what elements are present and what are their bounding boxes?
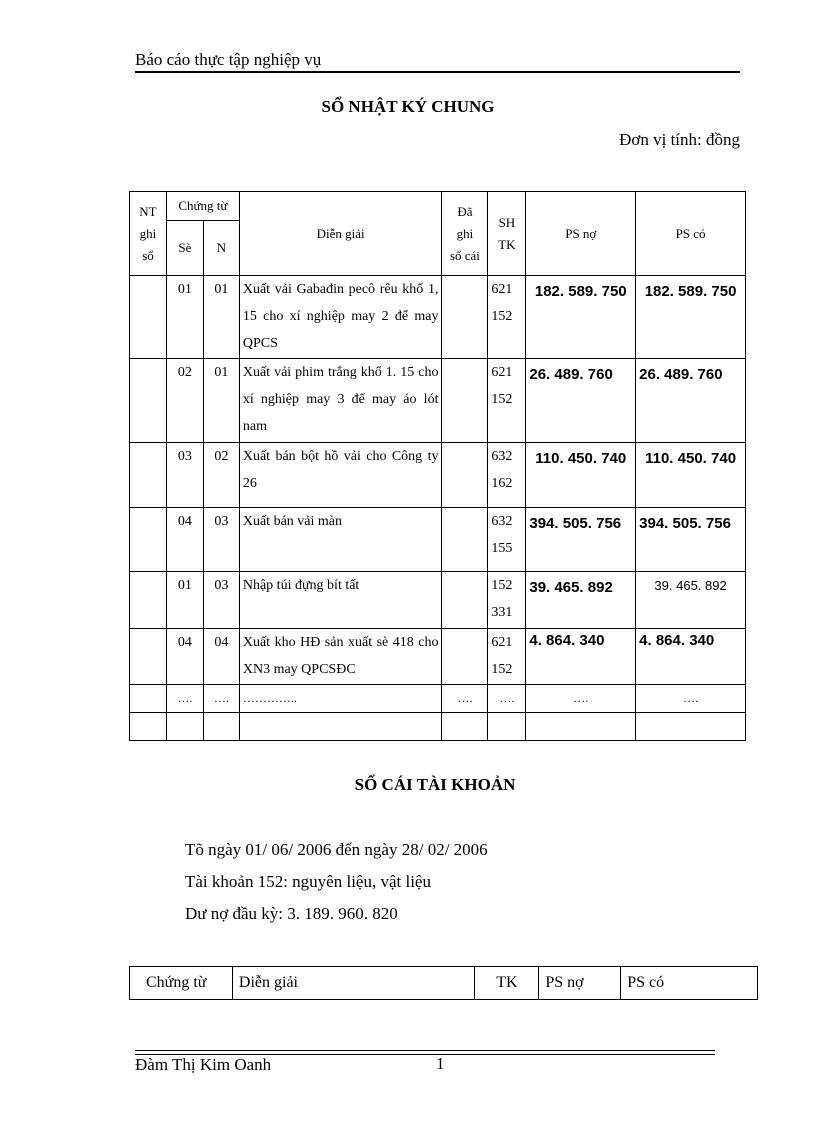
cell-ps-no: 26. 489. 760	[526, 359, 636, 443]
cell-da-ghi	[442, 508, 488, 572]
header-tk-line: TK	[498, 236, 516, 252]
cell-n: ….	[203, 685, 239, 713]
cell-desc: Xuất kho HĐ sản xuất sè 418 cho XN3 may QPCSĐC	[239, 629, 442, 685]
cell-ps-no: 4. 864. 340	[526, 629, 636, 685]
cell-da-ghi	[442, 629, 488, 685]
cell-empty	[526, 713, 636, 741]
cell-da-ghi	[442, 359, 488, 443]
cell-desc: Xuất bán vải màn	[239, 508, 442, 572]
cell-ps-co: 26. 489. 760	[636, 359, 746, 443]
cell-empty	[166, 713, 203, 741]
ledger-header-ps-no: PS nợ	[539, 967, 621, 1000]
footer-rule	[135, 1050, 715, 1051]
table-row	[130, 359, 746, 443]
cell-se: 02	[166, 359, 203, 443]
tk-debit: 621	[491, 282, 513, 297]
cell-da-ghi	[442, 443, 488, 508]
ledger-title: SỔ CÁI TÀI KHOẢN	[354, 775, 516, 794]
cell-desc: Xuất bán bột hồ vải cho Công ty 26	[239, 443, 442, 508]
cell-se: 04	[166, 629, 203, 685]
cell-n: 01	[203, 276, 239, 359]
header-nt-ghi-so	[130, 192, 167, 276]
cell-desc: Xuất vải Gabađin pecô rêu khổ 1, 15 cho xí nghiệp may 2 để may QPCS	[239, 276, 442, 359]
tk-credit: 152	[491, 662, 513, 677]
cell-empty	[636, 713, 746, 741]
header-so-line: sổ	[142, 247, 154, 263]
ledger-table	[129, 966, 758, 1000]
cell-se: 01	[166, 276, 203, 359]
tk-credit: 162	[491, 476, 513, 491]
ledger-header-chung-tu: Chứng từ	[130, 967, 233, 1000]
cell-desc: …………..	[239, 685, 442, 713]
journal-table	[129, 191, 746, 741]
cell-nt	[130, 685, 167, 713]
cell-se: 04	[166, 508, 203, 572]
table-row-ellipsis	[130, 685, 746, 713]
cell-ps-co: 39. 465. 892	[636, 572, 746, 629]
header-dien-giai: Diễn giải	[239, 192, 442, 276]
tk-debit: 621	[491, 365, 513, 380]
cell-n: 04	[203, 629, 239, 685]
cell-da-ghi	[442, 572, 488, 629]
tk-debit: 632	[491, 449, 513, 464]
table-row	[130, 276, 746, 359]
header-nt-line: NT	[139, 203, 157, 219]
cell-se: ….	[166, 685, 203, 713]
tk-debit: 152	[491, 578, 513, 593]
tk-credit: 155	[491, 541, 513, 556]
cell-ps-no: 39. 465. 892	[526, 572, 636, 629]
cell-empty	[203, 713, 239, 741]
table-row	[130, 572, 746, 629]
header-ghi-line: ghi	[139, 225, 157, 241]
table-row	[130, 443, 746, 508]
cell-n: 02	[203, 443, 239, 508]
tk-debit: 632	[491, 514, 513, 529]
unit-label: Đơn vị tính: đồng	[619, 130, 740, 149]
cell-ps-co: 4. 864. 340	[636, 629, 746, 685]
cell-ps-no: 394. 505. 756	[526, 508, 636, 572]
ledger-header-tk: TK	[475, 967, 539, 1000]
cell-se: 01	[166, 572, 203, 629]
cell-nt	[130, 359, 167, 443]
tk-credit: 152	[491, 392, 513, 407]
cell-ps-co: 182. 589. 750	[636, 276, 746, 359]
cell-empty	[488, 713, 526, 741]
tk-debit: 621	[491, 635, 513, 650]
cell-n: 01	[203, 359, 239, 443]
ledger-header-row	[130, 967, 758, 1000]
cell-n: 03	[203, 572, 239, 629]
cell-tk	[488, 629, 526, 685]
cell-da-ghi: ….	[442, 685, 488, 713]
header-ghi2-line: ghi	[456, 225, 474, 241]
cell-nt	[130, 443, 167, 508]
cell-desc: Xuất vải phim trắng khổ 1. 15 cho xí nghiệp may 3 để may áo lót nam	[239, 359, 442, 443]
header-title: Báo cáo thực tập nghiệp vụ	[135, 50, 322, 69]
header-se: Sè	[166, 221, 203, 276]
table-row	[130, 508, 746, 572]
ledger-account: Tài khoản 152: nguyên liệu, vật liệu	[185, 872, 431, 891]
cell-ps-no: 110. 450. 740	[526, 443, 636, 508]
cell-empty	[239, 713, 442, 741]
cell-ps-co: ….	[636, 685, 746, 713]
header-ps-co: PS có	[636, 192, 746, 276]
cell-tk	[488, 572, 526, 629]
cell-empty	[442, 713, 488, 741]
header-ps-no: PS nợ	[526, 192, 636, 276]
cell-nt	[130, 508, 167, 572]
header-da-line: Đã	[457, 203, 473, 219]
cell-da-ghi	[442, 276, 488, 359]
page-number: 1	[436, 1054, 445, 1073]
header-sh-line: SH	[498, 214, 516, 230]
journal-title: SỔ NHẬT KÝ CHUNG	[321, 97, 495, 116]
cell-tk	[488, 276, 526, 359]
cell-n: 03	[203, 508, 239, 572]
tk-credit: 152	[491, 309, 513, 324]
cell-desc: Nhập túi đựng bít tất	[239, 572, 442, 629]
cell-ps-no: 182. 589. 750	[526, 276, 636, 359]
table-row-empty	[130, 713, 746, 741]
cell-nt	[130, 276, 167, 359]
cell-ps-co: 394. 505. 756	[636, 508, 746, 572]
header-socai-line: sổ cái	[449, 247, 480, 263]
ledger-header-ps-co: PS có	[621, 967, 758, 1000]
cell-nt	[130, 629, 167, 685]
cell-tk: ….	[488, 685, 526, 713]
ledger-header-dien-giai: Diễn giải	[232, 967, 475, 1000]
header-da-ghi	[442, 192, 488, 276]
cell-nt	[130, 572, 167, 629]
cell-empty	[130, 713, 167, 741]
ledger-opening-balance: Dư nợ đầu kỳ: 3. 189. 960. 820	[185, 904, 398, 923]
header-sh-tk	[488, 192, 526, 276]
cell-tk	[488, 359, 526, 443]
cell-se: 03	[166, 443, 203, 508]
table-row	[130, 629, 746, 685]
journal-header-row	[130, 192, 746, 221]
footer-author: Đàm Thị Kim Oanh	[135, 1055, 272, 1074]
cell-tk	[488, 443, 526, 508]
cell-ps-co: 110. 450. 740	[636, 443, 746, 508]
header-chung-tu: Chứng từ	[166, 192, 239, 221]
ledger-period: Tõ ngày 01/ 06/ 2006 đến ngày 28/ 02/ 2006	[185, 840, 488, 859]
header-rule	[135, 71, 740, 73]
cell-ps-no: ….	[526, 685, 636, 713]
header-n: N	[203, 221, 239, 276]
tk-credit: 331	[491, 605, 513, 620]
cell-tk	[488, 508, 526, 572]
